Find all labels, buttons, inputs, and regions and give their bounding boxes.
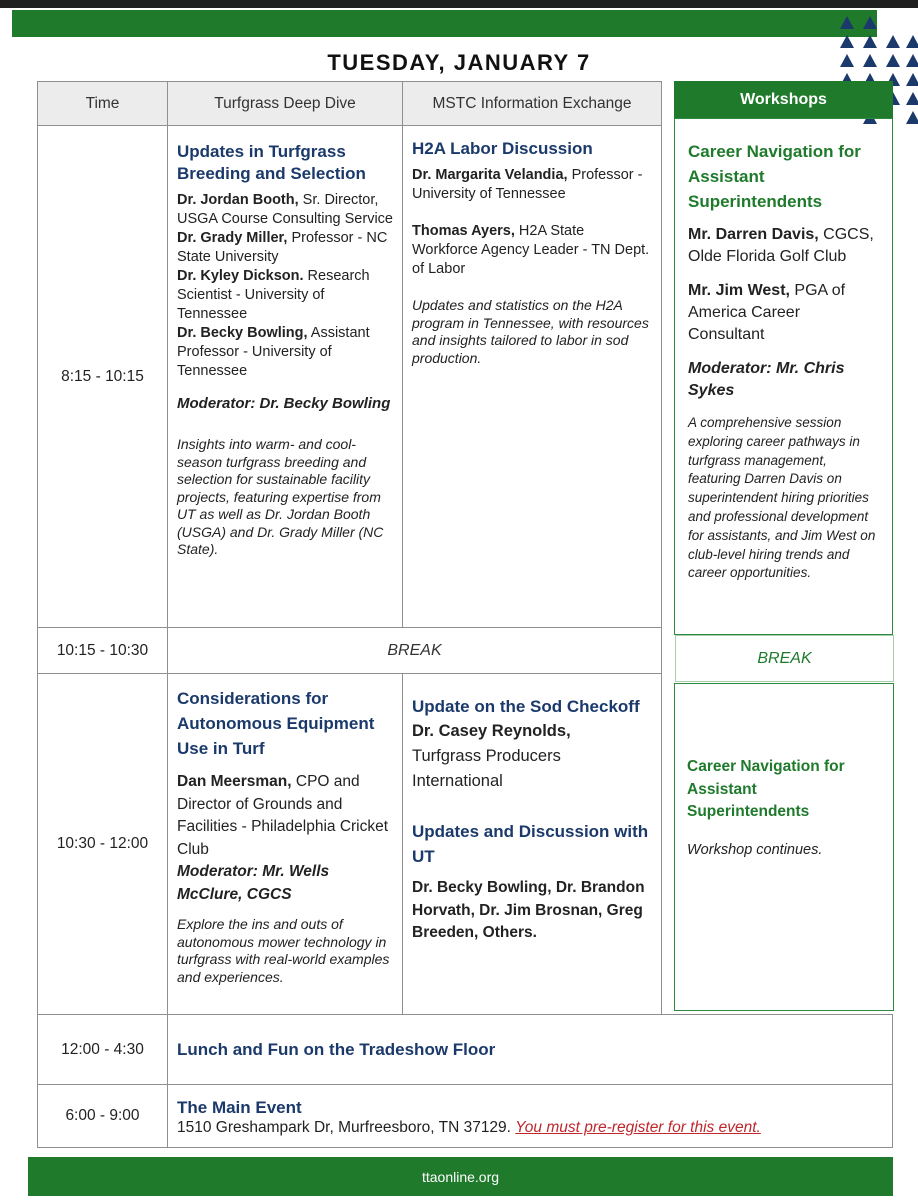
day-title: TUESDAY, JANUARY 7 bbox=[327, 50, 591, 75]
lunch-title: Lunch and Fun on the Tradeshow Floor bbox=[177, 1039, 496, 1059]
session-title: Considerations for Autonomous Equipment Use in Turf bbox=[177, 689, 375, 758]
session-title: Updates in Turfgrass Breeding and Selection bbox=[177, 142, 366, 183]
lunch-row bbox=[167, 1014, 893, 1085]
session-breeding-selection bbox=[167, 125, 403, 628]
time-slot-4: 12:00 - 4:30 bbox=[37, 1014, 168, 1085]
header-time: Time bbox=[37, 81, 168, 126]
speaker-name: Dr. Casey Reynolds, bbox=[412, 722, 571, 740]
workshop-title: Career Navigation for Assistant Superintendents bbox=[687, 758, 845, 820]
pre-register-link[interactable]: You must pre-register for this event. bbox=[515, 1119, 761, 1136]
header-turfgrass-deep-dive: Turfgrass Deep Dive bbox=[167, 81, 403, 126]
time-slot-5: 6:00 - 9:00 bbox=[37, 1084, 168, 1148]
speaker: Mr. Darren Davis, CGCS, Olde Florida Golf Club bbox=[688, 226, 874, 265]
speaker: Dan Meersman, CPO and Director of Grounds and Facilities - Philadelphia Cricket Club bbox=[177, 773, 389, 858]
top-dark-bar bbox=[0, 0, 918, 8]
time-slot-1: 8:15 - 10:15 bbox=[37, 125, 168, 628]
time-slot-3: 10:30 - 12:00 bbox=[37, 673, 168, 1015]
session-autonomous-equipment bbox=[167, 673, 403, 1015]
speaker-role: Turfgrass Producers International bbox=[412, 747, 561, 790]
speaker: Dr. Jordan Booth, Sr. Director, USGA Course Consulting Service bbox=[177, 192, 393, 227]
session-sod-checkoff bbox=[402, 673, 662, 1015]
session-description: Explore the ins and outs of autonomous mower technology in turfgrass with real-world examples and experiences. bbox=[177, 916, 390, 985]
moderator: Moderator: Mr. Chris Sykes bbox=[688, 360, 845, 399]
header-mstc-information-exchange: MSTC Information Exchange bbox=[402, 81, 662, 126]
main-event-row bbox=[167, 1084, 893, 1148]
workshop-career-navigation bbox=[674, 118, 893, 635]
speaker: Dr. Becky Bowling, Assistant Professor - University of Tennessee bbox=[177, 325, 370, 379]
main-event-address: 1510 Greshampark Dr, Murfreesboro, TN 37129. bbox=[177, 1119, 516, 1136]
workshop-note: Workshop continues. bbox=[687, 841, 823, 858]
speaker: Thomas Ayers, H2A State Workforce Agency Leader - TN Dept. of Labor bbox=[412, 223, 650, 277]
workshop-title: Career Navigation for Assistant Superintendents bbox=[688, 142, 861, 211]
session-title: H2A Labor Discussion bbox=[412, 139, 593, 158]
session-h2a-labor bbox=[402, 125, 662, 628]
session-title-ut: Updates and Discussion with UT bbox=[412, 822, 649, 866]
moderator: Moderator: Mr. Wells McClure, CGCS bbox=[177, 863, 330, 903]
speakers-ut: Dr. Becky Bowling, Dr. Brandon Horvath, Dr. Jim Brosnan, Greg Breeden, Others. bbox=[412, 879, 645, 941]
main-event-details bbox=[177, 1118, 883, 1138]
speaker: Dr. Margarita Velandia, Professor - University of Tennessee bbox=[412, 167, 643, 202]
header-workshops: Workshops bbox=[674, 81, 893, 118]
break-row: BREAK bbox=[167, 627, 662, 674]
speaker: Dr. Kyley Dickson. Research Scientist - University of Tennessee bbox=[177, 268, 370, 322]
speaker: Dr. Grady Miller, Professor - NC State University bbox=[177, 230, 388, 265]
workshop-description: A comprehensive session exploring career pathways in turfgrass management, featuring Darren Davis on superintendent hiring priorities and professional development for assistants, and Jim West on club-level hiring trends and career opportunities. bbox=[688, 415, 876, 581]
session-description: Updates and statistics on the H2A program in Tennessee, with resources and insights tailored to labor in sod production. bbox=[412, 297, 649, 366]
time-slot-2: 10:15 - 10:30 bbox=[37, 627, 168, 674]
workshop-continued bbox=[674, 683, 894, 1011]
speaker: Mr. Jim West, PGA of America Career Consultant bbox=[688, 282, 846, 343]
session-description: Insights into warm- and cool-season turfgrass breeding and selection for sustainable facility projects, featuring expertise from UT as well as Dr. Jordan Booth (USGA) and Dr. Grady Miller (NC State). bbox=[177, 436, 384, 557]
footer-website[interactable]: ttaonline.org bbox=[28, 1157, 893, 1196]
main-event-title: The Main Event bbox=[177, 1098, 302, 1117]
session-title: Update on the Sod Checkoff bbox=[412, 697, 640, 716]
moderator: Moderator: Dr. Becky Bowling bbox=[177, 395, 391, 412]
workshop-break: BREAK bbox=[675, 635, 894, 682]
header-green-bar bbox=[12, 10, 877, 37]
